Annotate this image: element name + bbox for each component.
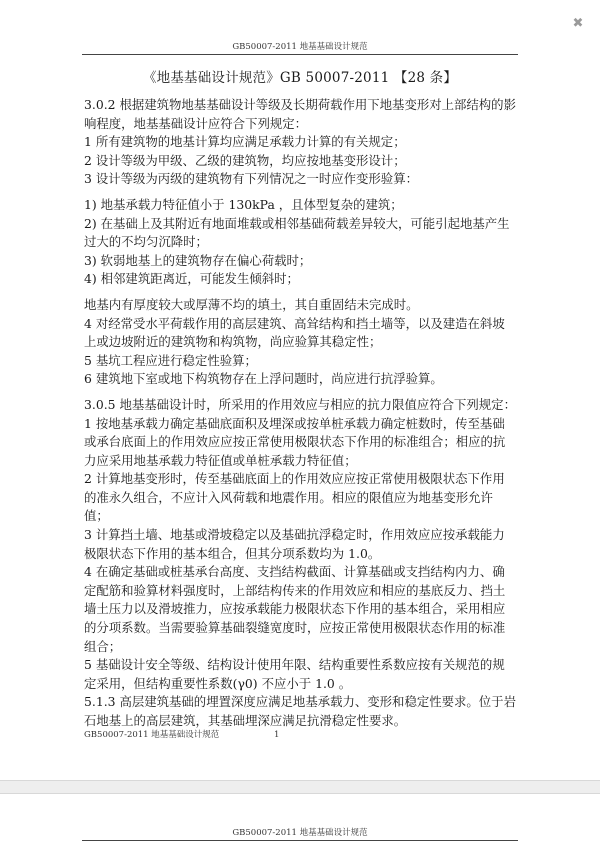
- document-title: 《地基基础设计规范》GB 50007-2011 【28 条】: [142, 70, 458, 86]
- list-item: 1 按地基承载力确定基础底面积及埋深或按单桩承载力确定桩数时，传至基础或承台底面上的作用效应应按正常使用极限状态下作用的标准组合；相应的抗力应采用地基承载力特征值或单桩承载力特征值；: [84, 415, 506, 468]
- list-item: 3 计算挡土墙、地基或滑坡稳定以及基础抗浮稳定时，作用效应应按承载能力极限状态下作用的基本组合，但其分项系数均为 1.0。: [84, 527, 505, 561]
- list-item: 5 基坑工程应进行稳定性验算；: [84, 352, 257, 368]
- sub-item: 3) 软弱地基上的建筑物存在偏心荷载时；: [84, 252, 312, 268]
- list-item: 5 基础设计安全等级、结构设计使用年限、结构重要性系数应按有关规范的规定采用，但结构重要性系数(γ0) 不应小于 1.0 。: [84, 657, 505, 691]
- running-header: GB50007-2011 地基基础设计规范: [232, 42, 368, 52]
- next-page-header-rule: [82, 840, 518, 841]
- sub-item: 1) 地基承载力特征值小于 130kPa ，且体型复杂的建筑；: [84, 196, 403, 212]
- page-footer: [84, 728, 279, 740]
- clause-3-0-5: 3.0.5 地基基础设计时，所采用的作用效应与相应的抗力限值应符合下列规定：: [84, 396, 516, 412]
- next-page-header: GB50007-2011 地基基础设计规范: [232, 828, 368, 838]
- page-separator: [0, 780, 600, 794]
- clause-5-1-3: 5.1.3 高层建筑基础的埋置深度应满足地基承载力、变形和稳定性要求。位于岩石地基上的高层建筑，其基础埋深应满足抗滑稳定性要求。: [84, 694, 516, 728]
- list-item: 2 设计等级为甲级、乙级的建筑物，均应按地基变形设计；: [84, 152, 406, 168]
- collapse-icon[interactable]: ✖: [572, 16, 584, 31]
- document-body: [84, 96, 516, 731]
- header-rule: [82, 54, 518, 55]
- list-item: 6 建筑地下室或地下构筑物存在上浮问题时，尚应进行抗浮验算。: [84, 371, 443, 387]
- page-number: 1: [274, 730, 280, 740]
- sub-item: 4) 相邻建筑距离近，可能发生倾斜时；: [84, 271, 299, 287]
- footer-label: GB50007-2011 地基基础设计规范: [84, 730, 220, 740]
- sub-item: 2) 在基础上及其附近有地面堆载或相邻基础荷载差异较大，可能引起地基产生过大的不均匀沉降时；: [84, 215, 510, 250]
- clause-3-0-2: 3.0.2 根据建筑物地基基础设计等级及长期荷载作用下地基变形对上部结构的影响程度，地基基础设计应符合下列规定：: [84, 97, 516, 131]
- list-item: 1 所有建筑物的地基计算均应满足承载力计算的有关规定；: [84, 134, 406, 150]
- list-item: 2 计算地基变形时，传至基础底面上的作用效应应按正常使用极限状态下作用的准永久组合，不应计入风荷载和地震作用。相应的限值应为地基变形允许值；: [84, 471, 505, 524]
- list-item: 3 设计等级为丙级的建筑物有下列情况之一时应作变形验算：: [84, 171, 418, 187]
- sub-item: 地基内有厚度较大或厚薄不均的填土，其自重固结未完成时。: [84, 296, 419, 312]
- list-item: 4 在确定基础或桩基承台高度、支挡结构截面、计算基础或支挡结构内力、确定配筋和验算材料强度时，上部结构传来的作用效应和相应的基底反力、挡土墙土压力以及滑坡推力，应按承载能力极限状态下作用的基本组合，采用相应的分项系数。当需要验算基础裂缝宽度时，应按正常使用极限状态作用的标准组合；: [84, 564, 506, 654]
- list-item: 4 对经常受水平荷载作用的高层建筑、高耸结构和挡土墙等，以及建造在斜坡上或边坡附近的建筑物和构筑物，尚应验算其稳定性；: [84, 315, 505, 350]
